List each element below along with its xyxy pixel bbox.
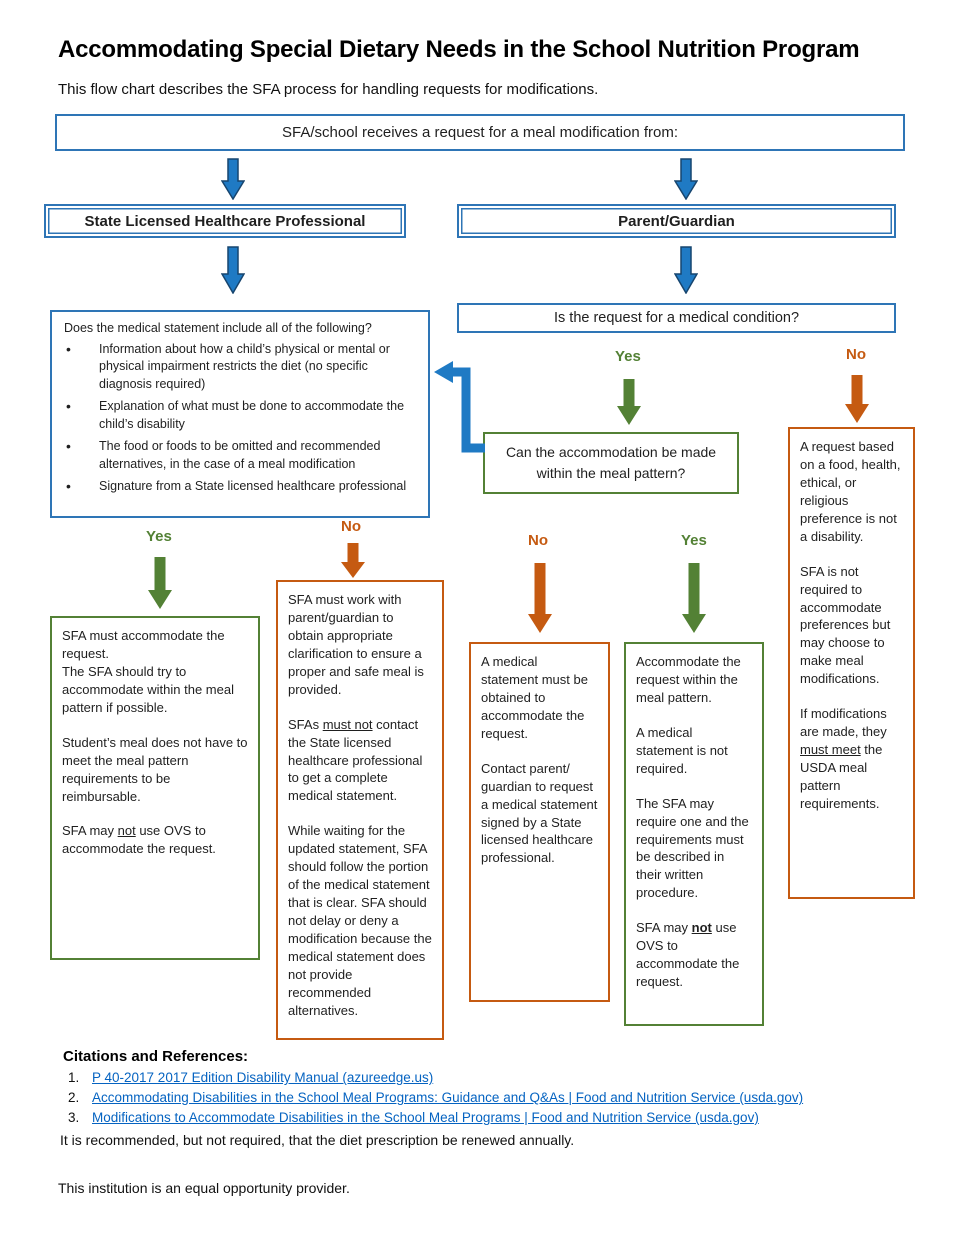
page-title: Accommodating Special Dietary Needs in the School Nutrition Program <box>58 36 860 63</box>
can-accommodate-question: Can the accommodation be made within the meal pattern? <box>505 444 717 481</box>
preference-not-disability-box: A request based on a food, health, ethical, or religious preference is not a disability. SFA is not required to accommodate preferences but may choose to make meal modifications. If modifications are made, they must meet the USDA meal pattern requirements. <box>788 427 915 899</box>
elbow-arrow-icon <box>428 356 488 454</box>
healthcare-professional-box <box>44 204 406 238</box>
citation-row <box>68 1090 928 1105</box>
no-label: No <box>341 518 361 535</box>
down-arrow-icon <box>681 562 707 634</box>
yes-label: Yes <box>681 532 707 549</box>
down-arrow-icon <box>221 158 245 200</box>
down-arrow-icon <box>147 556 173 610</box>
down-arrow-icon <box>221 246 245 294</box>
citation-number: 1. <box>68 1070 80 1085</box>
medical-condition-question-box <box>457 303 896 333</box>
down-arrow-icon <box>340 542 366 579</box>
page-subtitle: This flow chart describes the SFA process for handling requests for modifications. <box>58 81 599 98</box>
medical-statement-question: Does the medical statement include all of the following? <box>64 321 372 335</box>
down-arrow-icon <box>674 246 698 294</box>
citation-row <box>68 1110 928 1125</box>
bullet-item: • Explanation of what must be done to accommodate the child’s disability <box>64 398 416 433</box>
no-label: No <box>846 346 866 363</box>
accommodate-within-pattern-box: Accommodate the request within the meal pattern. A medical statement is not required. The SFA may require one and the requirements must be described in their written procedure. SFA may not use OVS to accommodate the request. <box>624 642 764 1026</box>
medical-statement-question-box <box>50 310 430 518</box>
bullet-item: • The food or foods to be omitted and recommended alternatives, in the case of a meal modification <box>64 438 416 473</box>
citation-number: 3. <box>68 1110 80 1125</box>
start-box <box>55 114 905 151</box>
bullet-item: • Signature from a State licensed healthcare professional <box>64 478 416 496</box>
medical-statement-bullet-list <box>64 341 416 496</box>
down-arrow-icon <box>844 374 870 424</box>
start-box-text: SFA/school receives a request for a meal modification from: <box>281 124 678 141</box>
yes-label: Yes <box>615 348 641 365</box>
down-arrow-icon <box>527 562 553 634</box>
work-with-parent-box: SFA must work with parent/guardian to obtain appropriate clarification to ensure a proper and safe meal is provided. SFAs must not contact the State licensed healthcare professional to get a complete medical statement. While waiting for the updated statement, SFA should follow the portion of the medical statement that is clear. SFA should not delay or deny a modification because the medical statement does not provide recommended alternatives. <box>276 580 444 1040</box>
parent-guardian-box <box>457 204 896 238</box>
can-accommodate-box <box>483 432 739 494</box>
renewal-note: It is recommended, but not required, that the diet prescription be renewed annually. <box>60 1132 575 1148</box>
citations-list <box>68 1070 928 1130</box>
down-arrow-icon <box>674 158 698 200</box>
citation-link[interactable]: Accommodating Disabilities in the School Meal Programs: Guidance and Q&As | Food and Nutrition Service (usda.gov) <box>92 1090 804 1105</box>
medical-statement-needed-box: A medical statement must be obtained to accommodate the request. Contact parent/ guardian to request a medical statement signed by a State licensed healthcare professional. <box>469 642 610 1002</box>
down-arrow-icon <box>616 378 642 426</box>
citations-heading: Citations and References: <box>63 1048 249 1065</box>
equal-opportunity-footer: This institution is an equal opportunity provider. <box>58 1180 350 1196</box>
citation-row <box>68 1070 928 1085</box>
healthcare-professional-label: State Licensed Healthcare Professional <box>84 212 366 230</box>
citation-link[interactable]: Modifications to Accommodate Disabilities in the School Meal Programs | Food and Nutrition Service (usda.gov) <box>92 1110 759 1125</box>
accommodate-request-box: SFA must accommodate the request. The SFA should try to accommodate within the meal pattern if possible. Student’s meal does not have to meet the meal pattern requirements to be reimbursable. SFA may not use OVS to accommodate the request. <box>50 616 260 960</box>
medical-condition-question: Is the request for a medical condition? <box>553 310 800 326</box>
citation-number: 2. <box>68 1090 80 1105</box>
no-label: No <box>528 532 548 549</box>
bullet-item: • Information about how a child’s physical or mental or physical impairment restricts the diet (no specific diagnosis required) <box>64 341 416 394</box>
yes-label: Yes <box>146 528 172 545</box>
parent-guardian-label: Parent/Guardian <box>618 212 735 230</box>
citation-link[interactable]: P 40-2017 2017 Edition Disability Manual (azureedge.us) <box>92 1070 434 1085</box>
